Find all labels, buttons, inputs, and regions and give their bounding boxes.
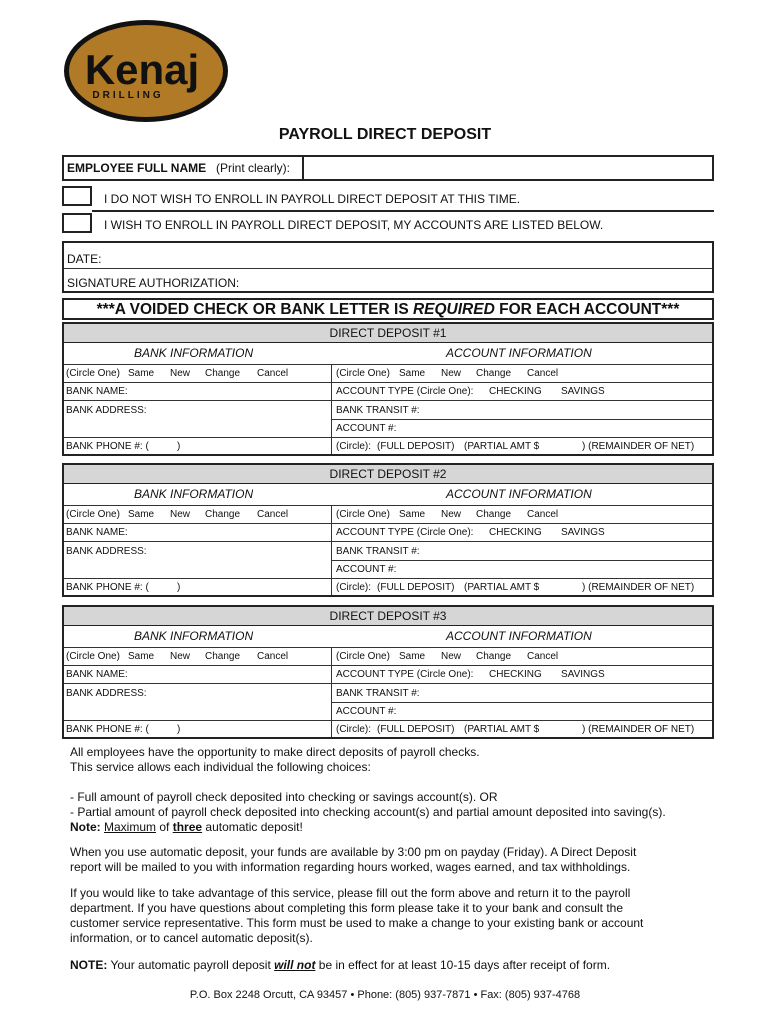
bank-cancel-option[interactable]: Cancel: [257, 651, 289, 662]
savings-option[interactable]: SAVINGS: [561, 386, 605, 397]
note-three: three: [172, 820, 203, 834]
partial-amount-option[interactable]: (PARTIAL AMT $: [464, 724, 540, 735]
row-divider: [331, 560, 712, 561]
circle-label: (Circle):: [336, 724, 371, 735]
row-divider: [64, 364, 712, 365]
direct-deposit-1: [62, 322, 714, 456]
bank-new-option[interactable]: New: [170, 368, 191, 379]
account-new-option[interactable]: New: [441, 509, 462, 520]
banner-required: REQUIRED: [412, 301, 495, 318]
column-divider: [331, 505, 332, 595]
footer-contact: P.O. Box 2248 Orcutt, CA 93457 • Phone: (805) 937-7871 • Fax: (805) 937-4768: [189, 989, 581, 1001]
no-enroll-label: I DO NOT WISH TO ENROLL IN PAYROLL DIRECT DEPOSIT AT THIS TIME.: [104, 192, 521, 206]
bank-phone-close: ): [177, 582, 181, 593]
bank-info-heading: BANK INFORMATION: [134, 629, 254, 643]
bank-new-option[interactable]: New: [170, 509, 191, 520]
account-new-option[interactable]: New: [441, 368, 462, 379]
column-divider: [331, 364, 332, 454]
bank-circle-one: (Circle One): [66, 509, 120, 520]
bank-phone-label: BANK PHONE #: (: [66, 724, 149, 735]
circle-label: (Circle):: [336, 582, 371, 593]
bank-phone-close: ): [177, 441, 181, 452]
account-info-heading: ACCOUNT INFORMATION: [446, 487, 592, 501]
enroll-label: I WISH TO ENROLL IN PAYROLL DIRECT DEPOSIT, MY ACCOUNTS ARE LISTED BELOW.: [104, 218, 604, 232]
account-circle-one: (Circle One): [336, 509, 390, 520]
account-change-option[interactable]: Change: [476, 509, 512, 520]
savings-option[interactable]: SAVINGS: [561, 669, 605, 680]
employee-name-hint: (Print clearly):: [216, 161, 291, 175]
bank-circle-one: (Circle One): [66, 651, 120, 662]
checking-option[interactable]: CHECKING: [489, 386, 542, 397]
availability-paragraph: [70, 845, 730, 875]
final-note-post: be in effect for at least 10-15 days after receipt of form.: [315, 958, 611, 972]
row-divider: [64, 382, 712, 383]
full-deposit-option[interactable]: (FULL DEPOSIT): [377, 582, 455, 593]
bank-same-option[interactable]: Same: [128, 368, 155, 379]
employee-name-row: [62, 155, 714, 181]
bank-circle-one: (Circle One): [66, 368, 120, 379]
note-label: Note:: [70, 820, 101, 834]
bank-change-option[interactable]: Change: [205, 651, 241, 662]
row-divider: [64, 523, 712, 524]
account-change-option[interactable]: Change: [476, 368, 512, 379]
note-rest: automatic deposit!: [202, 820, 303, 834]
choice-full: - Full amount of payroll check deposited into checking or savings account(s). OR: [70, 790, 498, 804]
bank-new-option[interactable]: New: [170, 651, 191, 662]
account-new-option[interactable]: New: [441, 651, 462, 662]
account-type-label: ACCOUNT TYPE (Circle One):: [336, 527, 474, 538]
date-signature-box: [62, 241, 714, 293]
employee-name-field[interactable]: [304, 157, 712, 179]
bank-info-heading: BANK INFORMATION: [134, 487, 254, 501]
bank-address-label: BANK ADDRESS:: [66, 405, 147, 416]
savings-option[interactable]: SAVINGS: [561, 527, 605, 538]
account-same-option[interactable]: Same: [399, 368, 426, 379]
instructions-paragraph: [70, 886, 730, 946]
note-of: of: [156, 820, 173, 834]
account-type-label: ACCOUNT TYPE (Circle One):: [336, 669, 474, 680]
instructions-line-2: department. If you have questions about completing this form please take it to your bank and consult the: [70, 901, 623, 915]
partial-amount-option[interactable]: (PARTIAL AMT $: [464, 582, 540, 593]
enroll-row: [92, 213, 714, 237]
row-divider: [64, 400, 712, 401]
account-cancel-option[interactable]: Cancel: [527, 509, 559, 520]
deposit-title: DIRECT DEPOSIT #3: [64, 607, 712, 626]
bank-phone-close: ): [177, 724, 181, 735]
final-note-label: NOTE:: [70, 958, 108, 972]
bank-change-option[interactable]: Change: [205, 509, 241, 520]
account-cancel-option[interactable]: Cancel: [527, 651, 559, 662]
row-divider: [64, 437, 712, 438]
final-note-will-not: will not: [274, 958, 316, 972]
choice-partial: - Partial amount of payroll check deposited into checking account(s) and partial amount deposited into saving(s).: [70, 805, 666, 819]
full-deposit-option[interactable]: (FULL DEPOSIT): [377, 441, 455, 452]
intro-line-2: This service allows each individual the following choices:: [70, 760, 371, 774]
account-number-label: ACCOUNT #:: [336, 564, 397, 575]
availability-line-2: report will be mailed to you with information regarding hours worked, wages earned, and tax withholdings.: [70, 860, 631, 874]
bank-info-heading: BANK INFORMATION: [134, 346, 254, 360]
bank-transit-label: BANK TRANSIT #:: [336, 405, 420, 416]
partial-amount-option[interactable]: (PARTIAL AMT $: [464, 441, 540, 452]
note-maximum: Maximum: [104, 820, 157, 834]
account-same-option[interactable]: Same: [399, 509, 426, 520]
voided-check-banner: [62, 298, 714, 320]
bank-same-option[interactable]: Same: [128, 509, 155, 520]
row-divider: [64, 665, 712, 666]
remainder-option[interactable]: ) (REMAINDER OF NET): [582, 441, 695, 452]
bank-name-label: BANK NAME:: [66, 386, 128, 397]
bank-address-label: BANK ADDRESS:: [66, 688, 147, 699]
bank-transit-label: BANK TRANSIT #:: [336, 546, 420, 557]
bank-cancel-option[interactable]: Cancel: [257, 509, 289, 520]
logo-name: Kenaj: [84, 46, 200, 93]
account-same-option[interactable]: Same: [399, 651, 426, 662]
row-divider: [331, 419, 712, 420]
circle-label: (Circle):: [336, 441, 371, 452]
full-deposit-option[interactable]: (FULL DEPOSIT): [377, 724, 455, 735]
date-label: DATE:: [67, 252, 102, 266]
final-note: [70, 958, 730, 973]
employee-name-label-cell: [64, 157, 304, 179]
row-divider: [64, 505, 712, 506]
bank-cancel-option[interactable]: Cancel: [257, 368, 289, 379]
account-number-label: ACCOUNT #:: [336, 706, 397, 717]
row-divider: [331, 702, 712, 703]
checking-option[interactable]: CHECKING: [489, 527, 542, 538]
direct-deposit-2: [62, 463, 714, 597]
row-divider: [64, 720, 712, 721]
row-divider: [64, 647, 712, 648]
bank-same-option[interactable]: Same: [128, 651, 155, 662]
account-circle-one: (Circle One): [336, 368, 390, 379]
no-enroll-row: [92, 186, 714, 212]
row-divider: [64, 683, 712, 684]
company-logo: [62, 18, 230, 124]
bank-transit-label: BANK TRANSIT #:: [336, 688, 420, 699]
availability-line-1: When you use automatic deposit, your funds are available by 3:00 pm on payday (Friday). A Direct Deposit: [70, 845, 637, 859]
intro-line-1: All employees have the opportunity to make direct deposits of payroll checks.: [70, 745, 480, 759]
banner-post: FOR EACH ACCOUNT***: [494, 301, 680, 318]
bank-name-label: BANK NAME:: [66, 527, 128, 538]
no-enroll-checkbox[interactable]: [62, 186, 92, 206]
instructions-line-4: information, or to cancel automatic deposit(s).: [70, 931, 313, 945]
row-divider: [64, 541, 712, 542]
account-info-heading: ACCOUNT INFORMATION: [446, 346, 592, 360]
date-field[interactable]: [64, 243, 712, 267]
remainder-option[interactable]: ) (REMAINDER OF NET): [582, 582, 695, 593]
account-circle-one: (Circle One): [336, 651, 390, 662]
account-info-heading: ACCOUNT INFORMATION: [446, 629, 592, 643]
final-note-pre: Your automatic payroll deposit: [107, 958, 275, 972]
choices-list: [70, 790, 730, 835]
bank-name-label: BANK NAME:: [66, 669, 128, 680]
employee-name-label: EMPLOYEE FULL NAME: [67, 161, 207, 175]
account-number-label: ACCOUNT #:: [336, 423, 397, 434]
row-divider: [64, 578, 712, 579]
signature-field[interactable]: [64, 269, 712, 291]
instructions-line-3: customer service representative. This form must be used to make a change to your existing bank or account: [70, 916, 644, 930]
max-note: [70, 820, 730, 835]
account-type-label: ACCOUNT TYPE (Circle One):: [336, 386, 474, 397]
logo-sub: DRILLING: [92, 90, 164, 101]
account-change-option[interactable]: Change: [476, 651, 512, 662]
bank-change-option[interactable]: Change: [205, 368, 241, 379]
remainder-option[interactable]: ) (REMAINDER OF NET): [582, 724, 695, 735]
account-cancel-option[interactable]: Cancel: [527, 368, 559, 379]
bank-phone-label: BANK PHONE #: (: [66, 441, 149, 452]
direct-deposit-3: [62, 605, 714, 739]
bank-phone-label: BANK PHONE #: (: [66, 582, 149, 593]
bank-address-label: BANK ADDRESS:: [66, 546, 147, 557]
checking-option[interactable]: CHECKING: [489, 669, 542, 680]
banner-pre: ***A VOIDED CHECK OR BANK LETTER IS: [96, 301, 413, 318]
signature-label: SIGNATURE AUTHORIZATION:: [67, 276, 240, 290]
column-divider: [331, 647, 332, 737]
deposit-title: DIRECT DEPOSIT #1: [64, 324, 712, 343]
enroll-checkbox[interactable]: [62, 213, 92, 233]
instructions-line-1: If you would like to take advantage of this service, please fill out the form above and return it to the payroll: [70, 886, 631, 900]
intro-paragraph: [70, 745, 730, 775]
deposit-title: DIRECT DEPOSIT #2: [64, 465, 712, 484]
page-title: PAYROLL DIRECT DEPOSIT: [278, 126, 492, 143]
